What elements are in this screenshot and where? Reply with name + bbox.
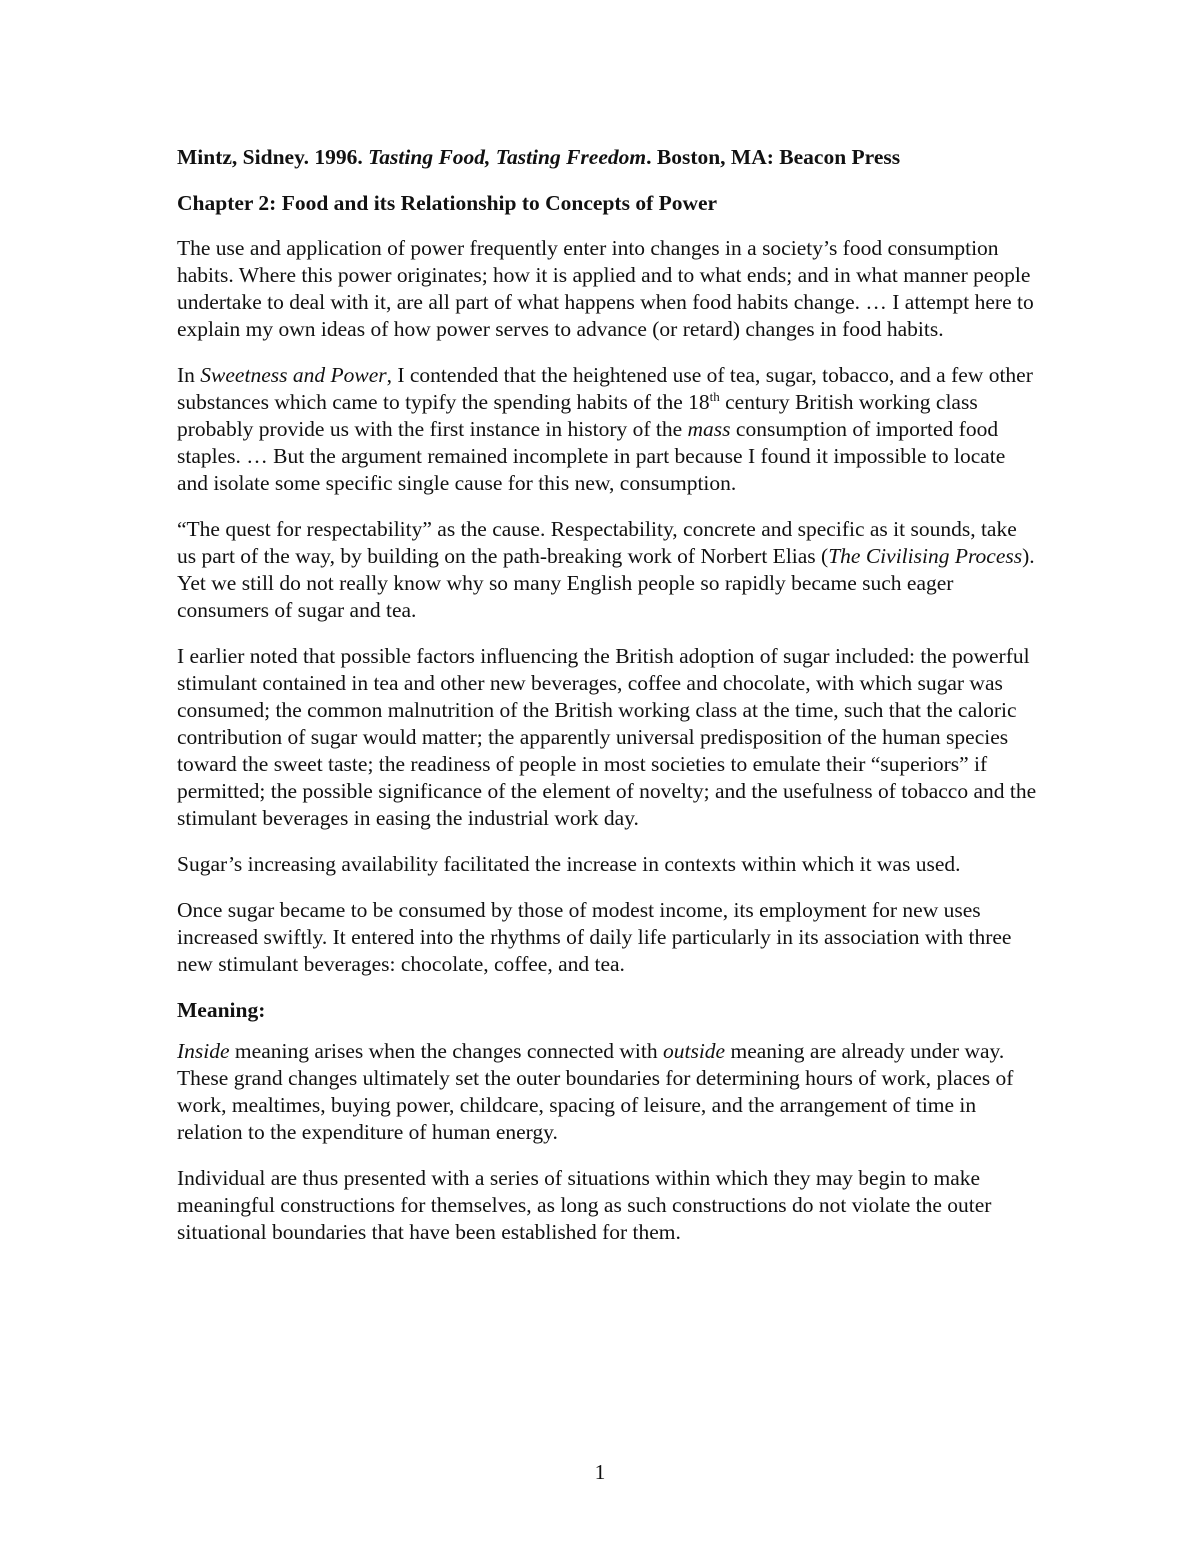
chapter-heading: Chapter 2: Food and its Relationship to Concepts of Power: [177, 191, 718, 215]
p7-emphasis-inside: Inside: [177, 1039, 230, 1063]
section-heading-meaning: Meaning:: [177, 998, 266, 1022]
page-content: [177, 144, 1037, 1265]
paragraph-7: [177, 1038, 1037, 1146]
paragraph-8: Individual are thus presented with a series of situations within which they may begin to make meaningful constructions for themselves, as long as such constructions do not violate the outer situational boundaries that have been established for them.: [177, 1166, 992, 1244]
page-number: 1: [594, 1460, 606, 1484]
p7-text-b: meaning arises when the changes connected with: [229, 1039, 663, 1063]
p2-text-d: century British working class probably provide us with the first instance in history of the: [177, 390, 978, 441]
p7-text-d: meaning are already under way. These grand changes ultimately set the outer boundaries for determining hours of work, places of work, mealtimes, buying power, childcare, spacing of leisure, and the arrangement of time in relation to the expenditure of human energy.: [177, 1039, 1014, 1144]
p2-superscript: th: [709, 388, 720, 404]
citation: [177, 144, 1037, 171]
paragraph-6: Once sugar became to be consumed by those of modest income, its employment for new uses increased swiftly. It entered into the rhythms of daily life particularly in its association with three new stimulant beverages: chocolate, coffee, and tea.: [177, 898, 1012, 976]
p3-text-a: “The quest for respectability” as the cause. Respectability, concrete and specific as it sounds, take us part of the way, by building on the path-breaking work of Norbert Elias (: [177, 517, 1017, 568]
paragraph-2: [177, 362, 1037, 497]
paragraph-5: Sugar’s increasing availability facilitated the increase in contexts within which it was used.: [177, 852, 961, 876]
p2-text-f: consumption of imported food staples. … But the argument remained incomplete in part because I found it impossible to locate and isolate some specific single cause for this new, consumption.: [177, 417, 1006, 495]
paragraph-1: The use and application of power frequently enter into changes in a society’s food consumption habits. Where this power originates; how it is applied and to what ends; and in what manner people undertake to deal with it, are all part of what happens when food habits change. … I attempt here to explain my own ideas of how power serves to advance (or retard) changes in food habits.: [177, 236, 1034, 341]
citation-publisher: . Boston, MA: Beacon Press: [646, 145, 901, 169]
paragraph-3: [177, 516, 1037, 624]
p3-text-c: ). Yet we still do not really know why so many English people so rapidly became such eager consumers of sugar and tea.: [177, 544, 1035, 622]
p7-emphasis-outside: outside: [662, 1039, 726, 1063]
p2-emphasis-mass: mass: [687, 417, 731, 441]
p3-book-title: The Civilising Process: [828, 544, 1023, 568]
citation-title: Tasting Food, Tasting Freedom: [368, 145, 647, 169]
paragraph-4: I earlier noted that possible factors influencing the British adoption of sugar included: the powerful stimulant contained in tea and other new beverages, coffee and chocolate, with which sugar was consumed; the common malnutrition of the British working class at the time, such that the caloric contribution of sugar would matter; the apparently universal predisposition of the human species toward the sweet taste; the readiness of people in most societies to emulate their “superiors” if permitted; the possible significance of the element of novelty; and the usefulness of tobacco and the stimulant beverages in easing the industrial work day.: [177, 644, 1037, 830]
p2-book-title: Sweetness and Power: [200, 363, 387, 387]
p2-text-a: In: [177, 363, 201, 387]
citation-author-year: Mintz, Sidney. 1996.: [177, 145, 369, 169]
p2-text-c: , I contended that the heightened use of tea, sugar, tobacco, and a few other substances which came to typify the spending habits of the 18: [177, 363, 1033, 414]
